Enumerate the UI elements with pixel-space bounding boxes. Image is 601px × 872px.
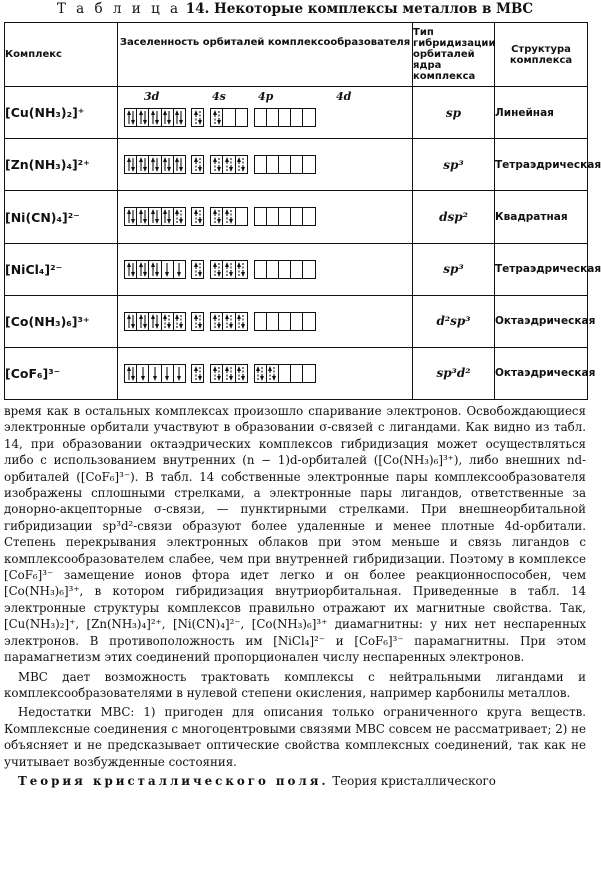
empty-orbital bbox=[302, 155, 315, 174]
arrow-down-icon bbox=[155, 262, 159, 277]
orbital-cell bbox=[235, 312, 248, 331]
arrow-down-icon bbox=[179, 209, 183, 224]
complex-formula-text: [Zn(NH₃)₄]²⁺ bbox=[5, 157, 90, 173]
sublevel-labels bbox=[118, 87, 408, 107]
orbital-group-s4 bbox=[191, 364, 204, 383]
orbital-box-row bbox=[124, 260, 322, 279]
orbital-cell bbox=[173, 108, 186, 127]
arrow-down-icon bbox=[260, 366, 264, 381]
arrow-down-icon bbox=[143, 314, 147, 329]
orbital-group-p4 bbox=[210, 260, 248, 279]
header-complex: Комплекс bbox=[5, 23, 118, 87]
arrow-down-icon bbox=[141, 366, 145, 381]
paragraph-4-text: Теория кристаллического bbox=[332, 773, 496, 788]
arrow-down-icon bbox=[143, 262, 147, 277]
complex-structure: Тетраэдрическая bbox=[495, 243, 588, 295]
orbital-group-d3 bbox=[124, 260, 186, 279]
orbital-occupancy bbox=[118, 347, 413, 399]
complex-formula bbox=[5, 347, 118, 399]
complexes-table bbox=[4, 22, 601, 400]
complex-formula-text: [Co(NH₃)₆]³⁺ bbox=[5, 313, 90, 329]
arrow-down-icon bbox=[217, 314, 221, 329]
arrow-down-icon bbox=[177, 366, 181, 381]
complex-structure: Октаэдрическая bbox=[495, 295, 588, 347]
orbital-group-p4 bbox=[210, 108, 248, 127]
arrow-down-icon bbox=[198, 209, 202, 224]
sublevel-label: 3d bbox=[144, 90, 160, 104]
header-hybridization: Тип гибридизации орбиталей ядра комплекса bbox=[413, 23, 495, 87]
arrow-down-icon bbox=[165, 262, 169, 277]
orbital-cell bbox=[191, 260, 204, 279]
arrow-down-icon bbox=[229, 262, 233, 277]
orbital-cell bbox=[191, 207, 204, 226]
empty-orbital bbox=[302, 260, 315, 279]
complex-formula-text: [Cu(NH₃)₂]⁺ bbox=[5, 105, 85, 121]
orbital-group-d4 bbox=[254, 312, 316, 331]
table-row bbox=[5, 139, 588, 191]
arrow-down-icon bbox=[179, 110, 183, 125]
table-header-row bbox=[5, 23, 588, 87]
hybridization-type: sp³ bbox=[413, 139, 495, 191]
orbital-cell bbox=[191, 155, 204, 174]
complex-formula bbox=[5, 139, 118, 191]
table-row bbox=[5, 243, 588, 295]
arrow-down-icon bbox=[241, 262, 245, 277]
section-heading: Теория кристаллического поля. bbox=[18, 773, 329, 788]
arrow-down-icon bbox=[155, 157, 159, 172]
paragraph-3: Недостатки МВС: 1) пригоден для описания только ограниченного круга веществ. Комплексные соединения с многоцентровыми связями МВС совсем не рассматривает; 2) не объясняет и не предсказывает оптические свойства комплексных соединений, так как не учитывает возбужденные состояния. bbox=[4, 705, 586, 769]
orbital-cell bbox=[235, 260, 248, 279]
orbital-group-p4 bbox=[210, 207, 248, 226]
table-row bbox=[5, 295, 588, 347]
orbital-cell bbox=[173, 207, 186, 226]
hybridization-type: sp³ bbox=[413, 243, 495, 295]
table-row bbox=[5, 191, 588, 243]
arrow-down-icon bbox=[131, 157, 135, 172]
orbital-occupancy bbox=[118, 87, 413, 139]
arrow-down-icon bbox=[167, 209, 171, 224]
arrow-down-icon bbox=[217, 209, 221, 224]
arrow-down-icon bbox=[179, 314, 183, 329]
arrow-down-icon bbox=[143, 110, 147, 125]
arrow-down-icon bbox=[167, 110, 171, 125]
orbital-box-row bbox=[124, 108, 322, 127]
arrow-down-icon bbox=[217, 262, 221, 277]
arrow-down-icon bbox=[155, 110, 159, 125]
paragraph-2: МВС дает возможность трактовать комплексы с нейтральными лигандами и комплексообразователями в нулевой степени окисления, например карбонилы металлов. bbox=[4, 669, 586, 700]
arrow-down-icon bbox=[198, 262, 202, 277]
orbital-group-d4 bbox=[254, 207, 316, 226]
orbital-group-d4 bbox=[254, 364, 316, 383]
orbital-group-d3 bbox=[124, 108, 186, 127]
orbital-cell bbox=[173, 260, 186, 279]
hybridization-type: sp bbox=[413, 87, 495, 139]
table-caption-text: Некоторые комплексы металлов в МВС bbox=[214, 1, 534, 17]
arrow-down-icon bbox=[167, 157, 171, 172]
arrow-down-icon bbox=[131, 314, 135, 329]
hybridization-type: sp³d² bbox=[413, 347, 495, 399]
arrow-down-icon bbox=[165, 366, 169, 381]
arrow-down-icon bbox=[217, 110, 221, 125]
arrow-down-icon bbox=[198, 366, 202, 381]
orbital-group-d3 bbox=[124, 364, 186, 383]
arrow-down-icon bbox=[131, 262, 135, 277]
complex-structure: Линейная bbox=[495, 87, 588, 139]
orbital-box-row bbox=[124, 207, 322, 226]
orbital-group-s4 bbox=[191, 312, 204, 331]
table-caption bbox=[0, 1, 590, 17]
table-row bbox=[5, 347, 588, 399]
arrow-down-icon bbox=[155, 314, 159, 329]
orbital-occupancy bbox=[118, 243, 413, 295]
arrow-down-icon bbox=[177, 262, 181, 277]
complex-formula bbox=[5, 295, 118, 347]
arrow-down-icon bbox=[198, 157, 202, 172]
orbital-box-row bbox=[124, 155, 322, 174]
orbital-group-p4 bbox=[210, 312, 248, 331]
arrow-down-icon bbox=[241, 366, 245, 381]
header-structure: Структура комплекса bbox=[495, 23, 588, 87]
sublevel-label: 4s bbox=[212, 90, 226, 104]
arrow-down-icon bbox=[198, 314, 202, 329]
orbital-cell bbox=[173, 364, 186, 383]
orbital-group-p4 bbox=[210, 155, 248, 174]
empty-orbital bbox=[235, 108, 248, 127]
arrow-down-icon bbox=[179, 157, 183, 172]
complex-structure: Октаэдрическая bbox=[495, 347, 588, 399]
complex-formula bbox=[5, 191, 118, 243]
orbital-group-s4 bbox=[191, 207, 204, 226]
orbital-cell bbox=[173, 312, 186, 331]
orbital-occupancy bbox=[118, 191, 413, 243]
empty-orbital bbox=[302, 364, 315, 383]
arrow-down-icon bbox=[153, 366, 157, 381]
arrow-down-icon bbox=[143, 157, 147, 172]
empty-orbital bbox=[302, 207, 315, 226]
table-row bbox=[5, 87, 588, 139]
orbital-group-s4 bbox=[191, 260, 204, 279]
complex-formula bbox=[5, 87, 118, 139]
arrow-down-icon bbox=[131, 209, 135, 224]
arrow-down-icon bbox=[143, 209, 147, 224]
orbital-cell bbox=[191, 312, 204, 331]
complex-formula bbox=[5, 243, 118, 295]
arrow-down-icon bbox=[167, 314, 171, 329]
orbital-cell bbox=[173, 155, 186, 174]
hybridization-type: d²sp³ bbox=[413, 295, 495, 347]
empty-orbital bbox=[302, 108, 315, 127]
empty-orbital bbox=[235, 207, 248, 226]
orbital-group-d4 bbox=[254, 155, 316, 174]
arrow-down-icon bbox=[229, 209, 233, 224]
orbital-box-row bbox=[124, 364, 322, 383]
arrow-down-icon bbox=[217, 366, 221, 381]
arrow-down-icon bbox=[131, 110, 135, 125]
arrow-down-icon bbox=[229, 314, 233, 329]
arrow-down-icon bbox=[272, 366, 276, 381]
empty-orbital bbox=[302, 312, 315, 331]
orbital-cell bbox=[235, 155, 248, 174]
arrow-down-icon bbox=[229, 157, 233, 172]
orbital-group-p4 bbox=[210, 364, 248, 383]
orbital-group-d4 bbox=[254, 260, 316, 279]
table-label: Т а б л и ц а bbox=[56, 1, 182, 17]
orbital-group-d3 bbox=[124, 207, 186, 226]
arrow-down-icon bbox=[229, 366, 233, 381]
orbital-group-s4 bbox=[191, 155, 204, 174]
complex-formula-text: [CoF₆]³⁻ bbox=[5, 365, 61, 381]
arrow-down-icon bbox=[131, 366, 135, 381]
complex-structure: Квадратная bbox=[495, 191, 588, 243]
complex-formula-text: [NiCl₄]²⁻ bbox=[5, 261, 63, 277]
orbital-cell bbox=[191, 364, 204, 383]
orbital-occupancy bbox=[118, 295, 413, 347]
hybridization-type: dsp² bbox=[413, 191, 495, 243]
arrow-down-icon bbox=[198, 110, 202, 125]
complex-structure: Тетраэдрическая bbox=[495, 139, 588, 191]
orbital-group-d3 bbox=[124, 155, 186, 174]
sublevel-label: 4p bbox=[258, 90, 274, 104]
orbital-box-row bbox=[124, 312, 322, 331]
body-text bbox=[4, 403, 586, 789]
paragraph-1: время как в остальных комплексах произошло спаривание электронов. Освобождающиеся электронные орбитали участвуют в образовании σ-связей с лигандами. Как видно из табл. 14, при образовании октаэдрических комплексов гибридизация может осуществляться либо с использованием внутренних (n − 1)d-орбиталей ([Co(NH₃)₆]³⁺), либо внешних nd-орбиталей ([CoF₆]³⁻). В табл. 14 собственные электронные пары комплексообразователя изображены сплошными стрелками, а электронные пары лигандов, ответственные за донорно-акцепторные σ-связи, — пунктирными стрелками. При внешнеорбитальной гибридизации sp³d²-связи образуют более удаленные и менее плотные 4d-орбитали. Степень перекрывания электронных облаков при этом меньше и связь лигандов с комплексообразователем слабее, чем при внутренней гибридизации. Поэтому в комплексе [CoF₆]³⁻ замещение ионов фтора идет легко и он более реакционноспособен, чем [Co(NH₃)₆]³⁺, в котором гибридизация внутриорбитальная. Приведенные в табл. 14 электронные структуры комплексов правильно отражают их магнитные свойства. Так, [Cu(NH₃)₂]⁺, [Zn(NH₃)₄]²⁺, [Ni(CN)₄]²⁻, [Co(NH₃)₆]³⁺ диамагнитны: у них нет неспаренных электронов. В противоположность им [NiCl₄]²⁻ и [CoF₆]³⁻ парамагнитны. При этом парамагнетизм этих соединений пропорционален числу неспаренных электронов. bbox=[4, 404, 586, 665]
arrow-down-icon bbox=[155, 209, 159, 224]
arrow-down-icon bbox=[217, 157, 221, 172]
orbital-occupancy bbox=[118, 139, 413, 191]
header-occupancy: Заселенность орбиталей комплексообразователя bbox=[118, 23, 413, 87]
complex-formula-text: [Ni(CN)₄]²⁻ bbox=[5, 209, 80, 225]
paragraph-4 bbox=[4, 773, 586, 789]
arrow-down-icon bbox=[241, 157, 245, 172]
orbital-group-d3 bbox=[124, 312, 186, 331]
orbital-group-s4 bbox=[191, 108, 204, 127]
orbital-group-d4 bbox=[254, 108, 316, 127]
sublevel-label: 4d bbox=[336, 90, 352, 104]
orbital-cell bbox=[191, 108, 204, 127]
orbital-cell bbox=[235, 364, 248, 383]
arrow-down-icon bbox=[241, 314, 245, 329]
table-number: 14. bbox=[185, 1, 210, 17]
